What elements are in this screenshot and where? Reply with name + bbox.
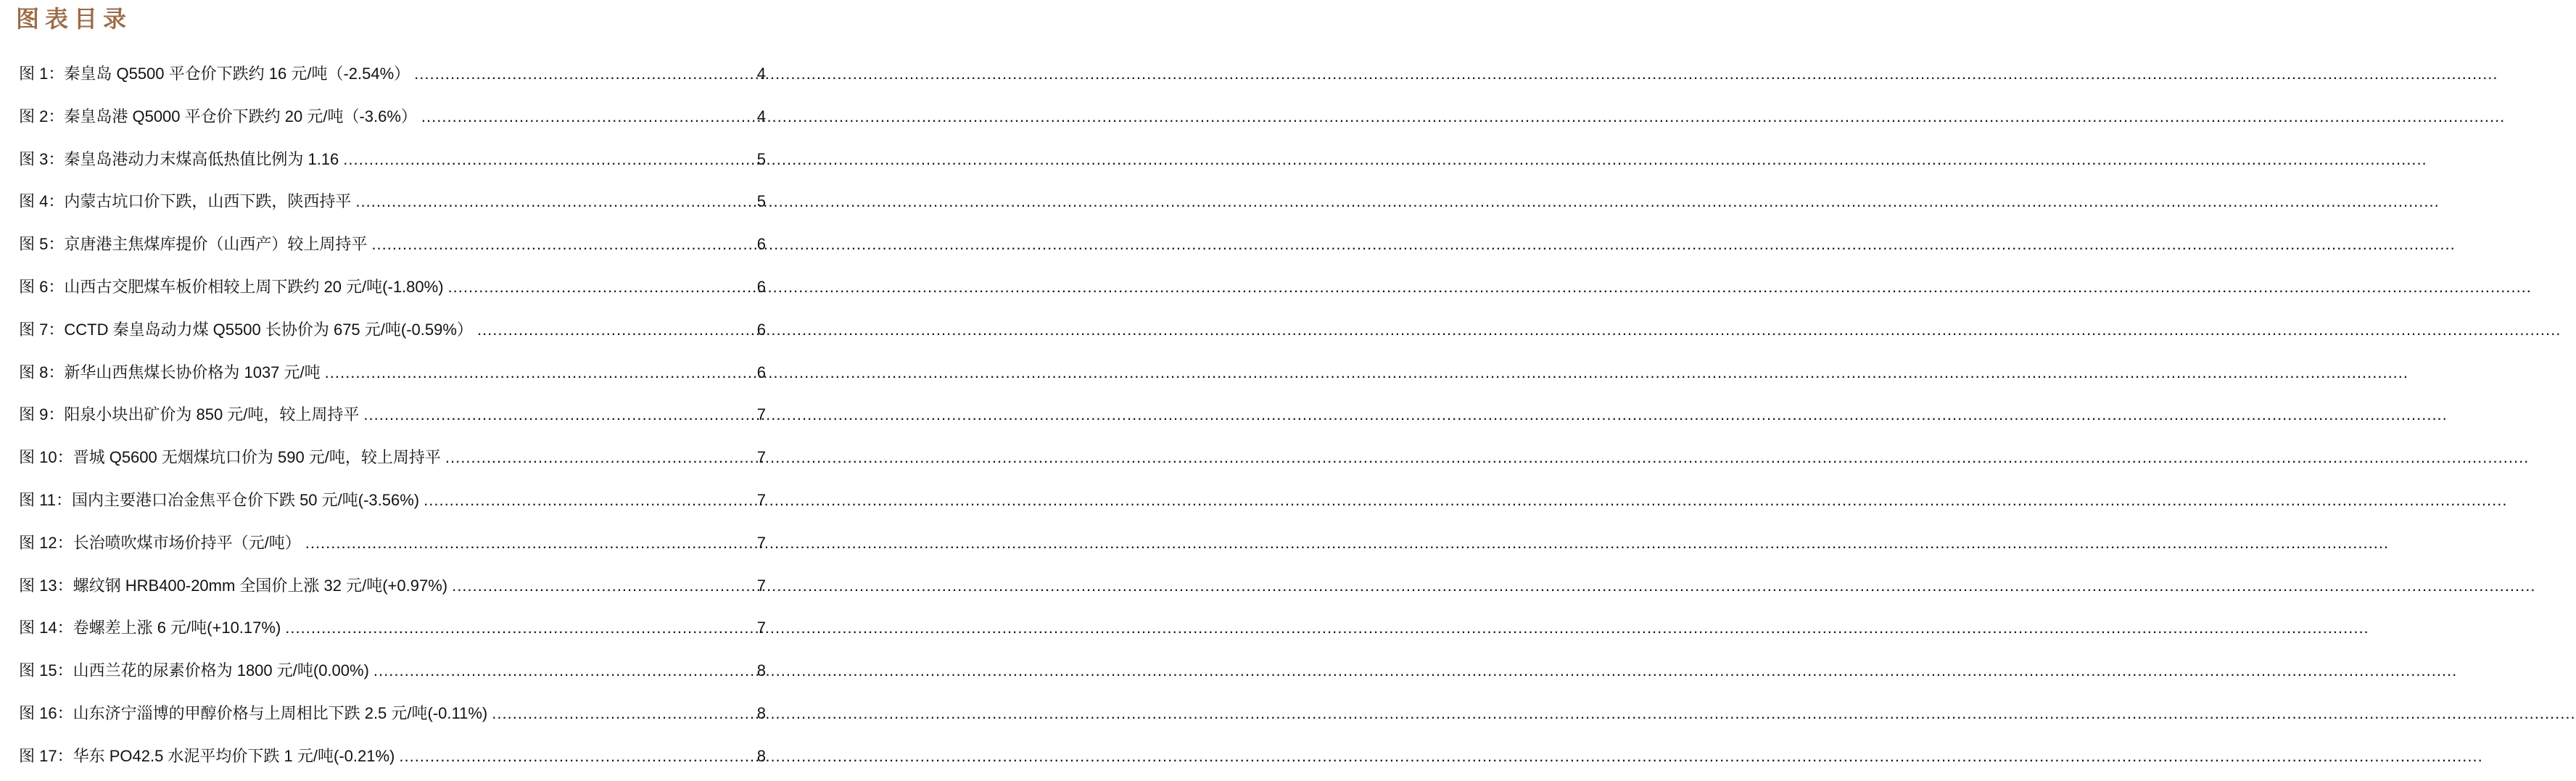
page-number: 5 (756, 192, 766, 211)
dot-leader (325, 355, 756, 391)
page-number: 4 (756, 65, 766, 83)
toc-entry[interactable] (19, 312, 766, 355)
page-number: 5 (756, 149, 766, 168)
figure-number: 图 9： (19, 405, 65, 424)
figure-number: 图 17： (19, 746, 73, 765)
page-number: 8 (756, 746, 766, 765)
figure-title: 晋城 Q5600 无烟煤坑口价为 590 元/吨，较上周持平 (73, 448, 441, 467)
figure-title: CCTD 秦皇岛动力煤 Q5500 长协价为 675 元/吨(-0.59%） (64, 320, 473, 339)
dot-leader (477, 312, 756, 348)
toc-entry[interactable] (19, 653, 766, 695)
toc-entry[interactable] (19, 141, 766, 184)
figure-number: 图 3： (19, 149, 65, 168)
dot-leader (448, 269, 756, 305)
toc-entry[interactable] (19, 355, 766, 397)
page-number: 4 (756, 107, 766, 125)
toc-entry[interactable] (19, 695, 766, 738)
dot-leader (424, 482, 756, 518)
page-number: 7 (756, 490, 766, 509)
figure-title: 国内主要港口冶金焦平仓价下跌 50 元/吨(-3.56%) (71, 490, 420, 509)
page-title: 图表目录 (16, 5, 133, 33)
figure-number: 图 7： (19, 320, 65, 339)
toc-entry[interactable] (19, 568, 766, 611)
page-number: 7 (756, 533, 766, 552)
page-number: 6 (756, 277, 766, 296)
figure-number: 图 6： (19, 277, 65, 296)
page-number: 8 (756, 661, 766, 680)
figure-title: 秦皇岛港 Q5000 平仓价下跌约 20 元/吨（-3.6%） (64, 107, 417, 125)
figure-title: 螺纹钢 HRB400-20mm 全国价上涨 32 元/吨(+0.97%) (73, 576, 448, 595)
toc-entry[interactable] (19, 738, 766, 781)
page-number: 7 (756, 448, 766, 467)
table-of-figures (19, 56, 766, 781)
page-number: 8 (756, 703, 766, 722)
toc-entry[interactable] (19, 183, 766, 226)
figure-number: 图 1： (19, 65, 65, 83)
toc-entry[interactable] (19, 56, 766, 99)
dot-leader (445, 439, 756, 476)
toc-entry[interactable] (19, 439, 766, 482)
page-number: 7 (756, 619, 766, 637)
figure-title: 京唐港主焦煤库提价（山西产）较上周持平 (64, 235, 368, 254)
figure-title: 内蒙古坑口价下跌，山西下跌，陕西持平 (64, 192, 352, 211)
figure-number: 图 2： (19, 107, 65, 125)
figure-title: 长治喷吹煤市场价持平（元/吨） (73, 533, 301, 552)
figure-number: 图 10： (19, 448, 73, 467)
toc-entry[interactable] (19, 482, 766, 525)
page-number: 6 (756, 320, 766, 339)
figure-number: 图 8： (19, 363, 65, 381)
page-number: 7 (756, 576, 766, 595)
dot-leader (285, 610, 755, 646)
figure-number: 图 4： (19, 192, 65, 211)
toc-entry[interactable] (19, 610, 766, 653)
dot-leader (371, 226, 755, 263)
figure-number: 图 15： (19, 661, 73, 680)
figure-number: 图 16： (19, 703, 73, 722)
dot-leader (492, 695, 756, 732)
figure-number: 图 11： (19, 490, 72, 509)
dot-leader (452, 568, 756, 604)
figure-number: 图 14： (19, 619, 73, 637)
dot-leader (355, 183, 755, 220)
dot-leader (399, 738, 755, 774)
figure-number: 图 13： (19, 576, 73, 595)
page-number: 6 (756, 363, 766, 381)
toc-entry[interactable] (19, 269, 766, 312)
dot-leader (421, 99, 756, 135)
figure-number: 图 5： (19, 235, 65, 254)
figure-title: 山西古交肥煤车板价相较上周下跌约 20 元/吨(-1.80%) (64, 277, 444, 296)
toc-entry[interactable] (19, 397, 766, 439)
toc-entry[interactable] (19, 226, 766, 269)
figure-title: 阳泉小块出矿价为 850 元/吨，较上周持平 (64, 405, 360, 424)
dot-leader (305, 525, 756, 561)
toc-entry[interactable] (19, 525, 766, 568)
page-number: 7 (756, 405, 766, 424)
toc-entry[interactable] (19, 99, 766, 141)
dot-leader (414, 56, 756, 92)
figure-title: 秦皇岛 Q5500 平仓价下跌约 16 元/吨（-2.54%） (64, 65, 410, 83)
figure-title: 华东 PO42.5 水泥平均价下跌 1 元/吨(-0.21%) (73, 746, 395, 765)
dot-leader (363, 397, 755, 433)
page-number: 6 (756, 235, 766, 254)
figure-title: 山西兰花的尿素价格为 1800 元/吨(0.00%) (73, 661, 369, 680)
dot-leader (343, 141, 755, 178)
figure-title: 新华山西焦煤长协价格为 1037 元/吨 (64, 363, 321, 381)
figure-title: 山东济宁淄博的甲醇价格与上周相比下跌 2.5 元/吨(-0.11%) (73, 703, 488, 722)
figure-number: 图 12： (19, 533, 73, 552)
dot-leader (373, 653, 756, 689)
figure-title: 卷螺差上涨 6 元/吨(+10.17%) (73, 619, 281, 637)
figure-title: 秦皇岛港动力末煤高低热值比例为 1.16 (64, 149, 339, 168)
